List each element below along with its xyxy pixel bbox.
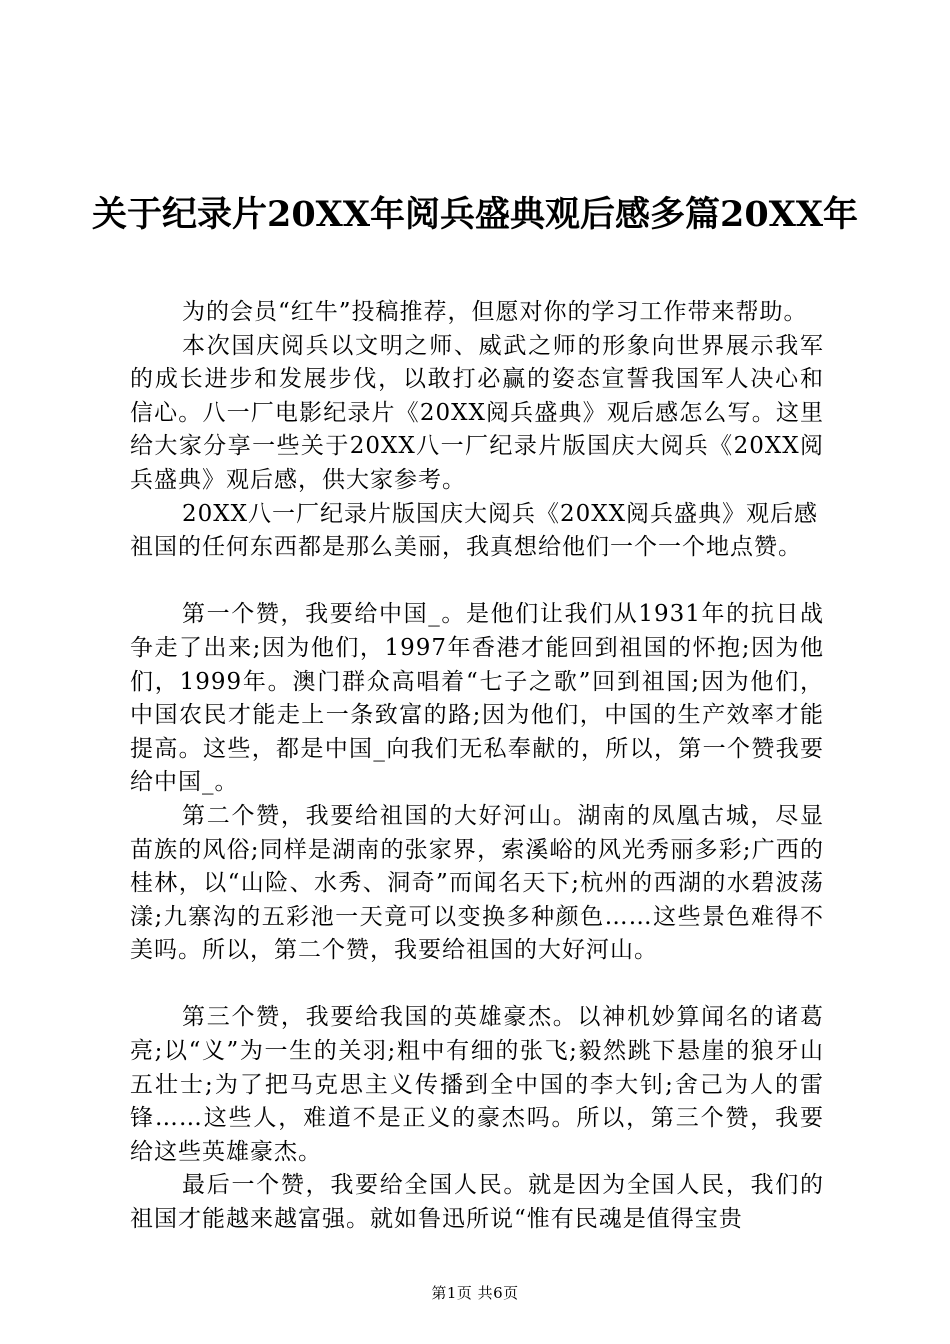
paragraph-overview: 本次国庆阅兵以文明之师、威武之师的形象向世界展示我军的成长进步和发展步伐，以敢打必赢的姿态宣誓我国军人决心和信心。八一厂电影纪录片《20XX阅兵盛典》观后感怎么写。这里给大家分享一些关于20XX八一厂纪录片版国庆大阅兵《20XX阅兵盛典》观后感，供大家参考。 [130,332,824,493]
paragraph-subtitle: 20XX八一厂纪录片版国庆大阅兵《20XX阅兵盛典》观后感 [182,500,819,527]
document-body [130,296,824,1237]
paragraph-opening: 祖国的任何东西都是那么美丽，我真想给他们一个一个地点赞。 [130,534,802,561]
paragraph-intro: 为的会员“红牛”投稿推荐，但愿对你的学习工作带来帮助。 [182,299,808,325]
paragraph-first-praise: 第一个赞，我要给中国_。是他们让我们从1931年的抗日战争走了出来;因为他们，1997年香港才能回到祖国的怀抱;因为他们，1999年。澳门群众高唱着“七子之歌”回到祖国;因为他们，中国农民才能走上一条致富的路;因为他们，中国的生产效率才能提高。这些，都是中国_向我们无私奉献的，所以，第一个赞我要给中国_。 [130,601,824,796]
paragraph-gap [130,968,824,1002]
page-number-footer: 第1页 共6页 [431,1284,519,1302]
paragraph-final-praise: 最后一个赞，我要给全国人民。就是因为全国人民，我们的祖国才能越来越富强。就如鲁迅所说“惟有民魂是值得宝贵 [130,1172,824,1233]
paragraph-gap [130,565,824,599]
paragraph-third-praise: 第三个赞，我要给我国的英雄豪杰。以神机妙算闻名的诸葛亮;以“义”为一生的关羽;粗中有细的张飞;毅然跳下悬崖的狼牙山五壮士;为了把马克思主义传播到全中国的李大钊;舍己为人的雷锋……这些人，难道不是正义的豪杰吗。所以，第三个赞，我要给这些英雄豪杰。 [130,1004,824,1165]
document-title: 关于纪录片20XX年阅兵盛典观后感多篇20XX年 [91,194,859,235]
paragraph-second-praise: 第二个赞，我要给祖国的大好河山。湖南的凤凰古城，尽显苗族的风俗;同样是湖南的张家界，索溪峪的风光秀丽多彩;广西的桂林，以“山险、水秀、洞奇”而闻名天下;杭州的西湖的水碧波荡漾;九寨沟的五彩池一天竟可以变换多种颜色……这些景色难得不美吗。所以，第二个赞，我要给祖国的大好河山。 [130,802,824,964]
